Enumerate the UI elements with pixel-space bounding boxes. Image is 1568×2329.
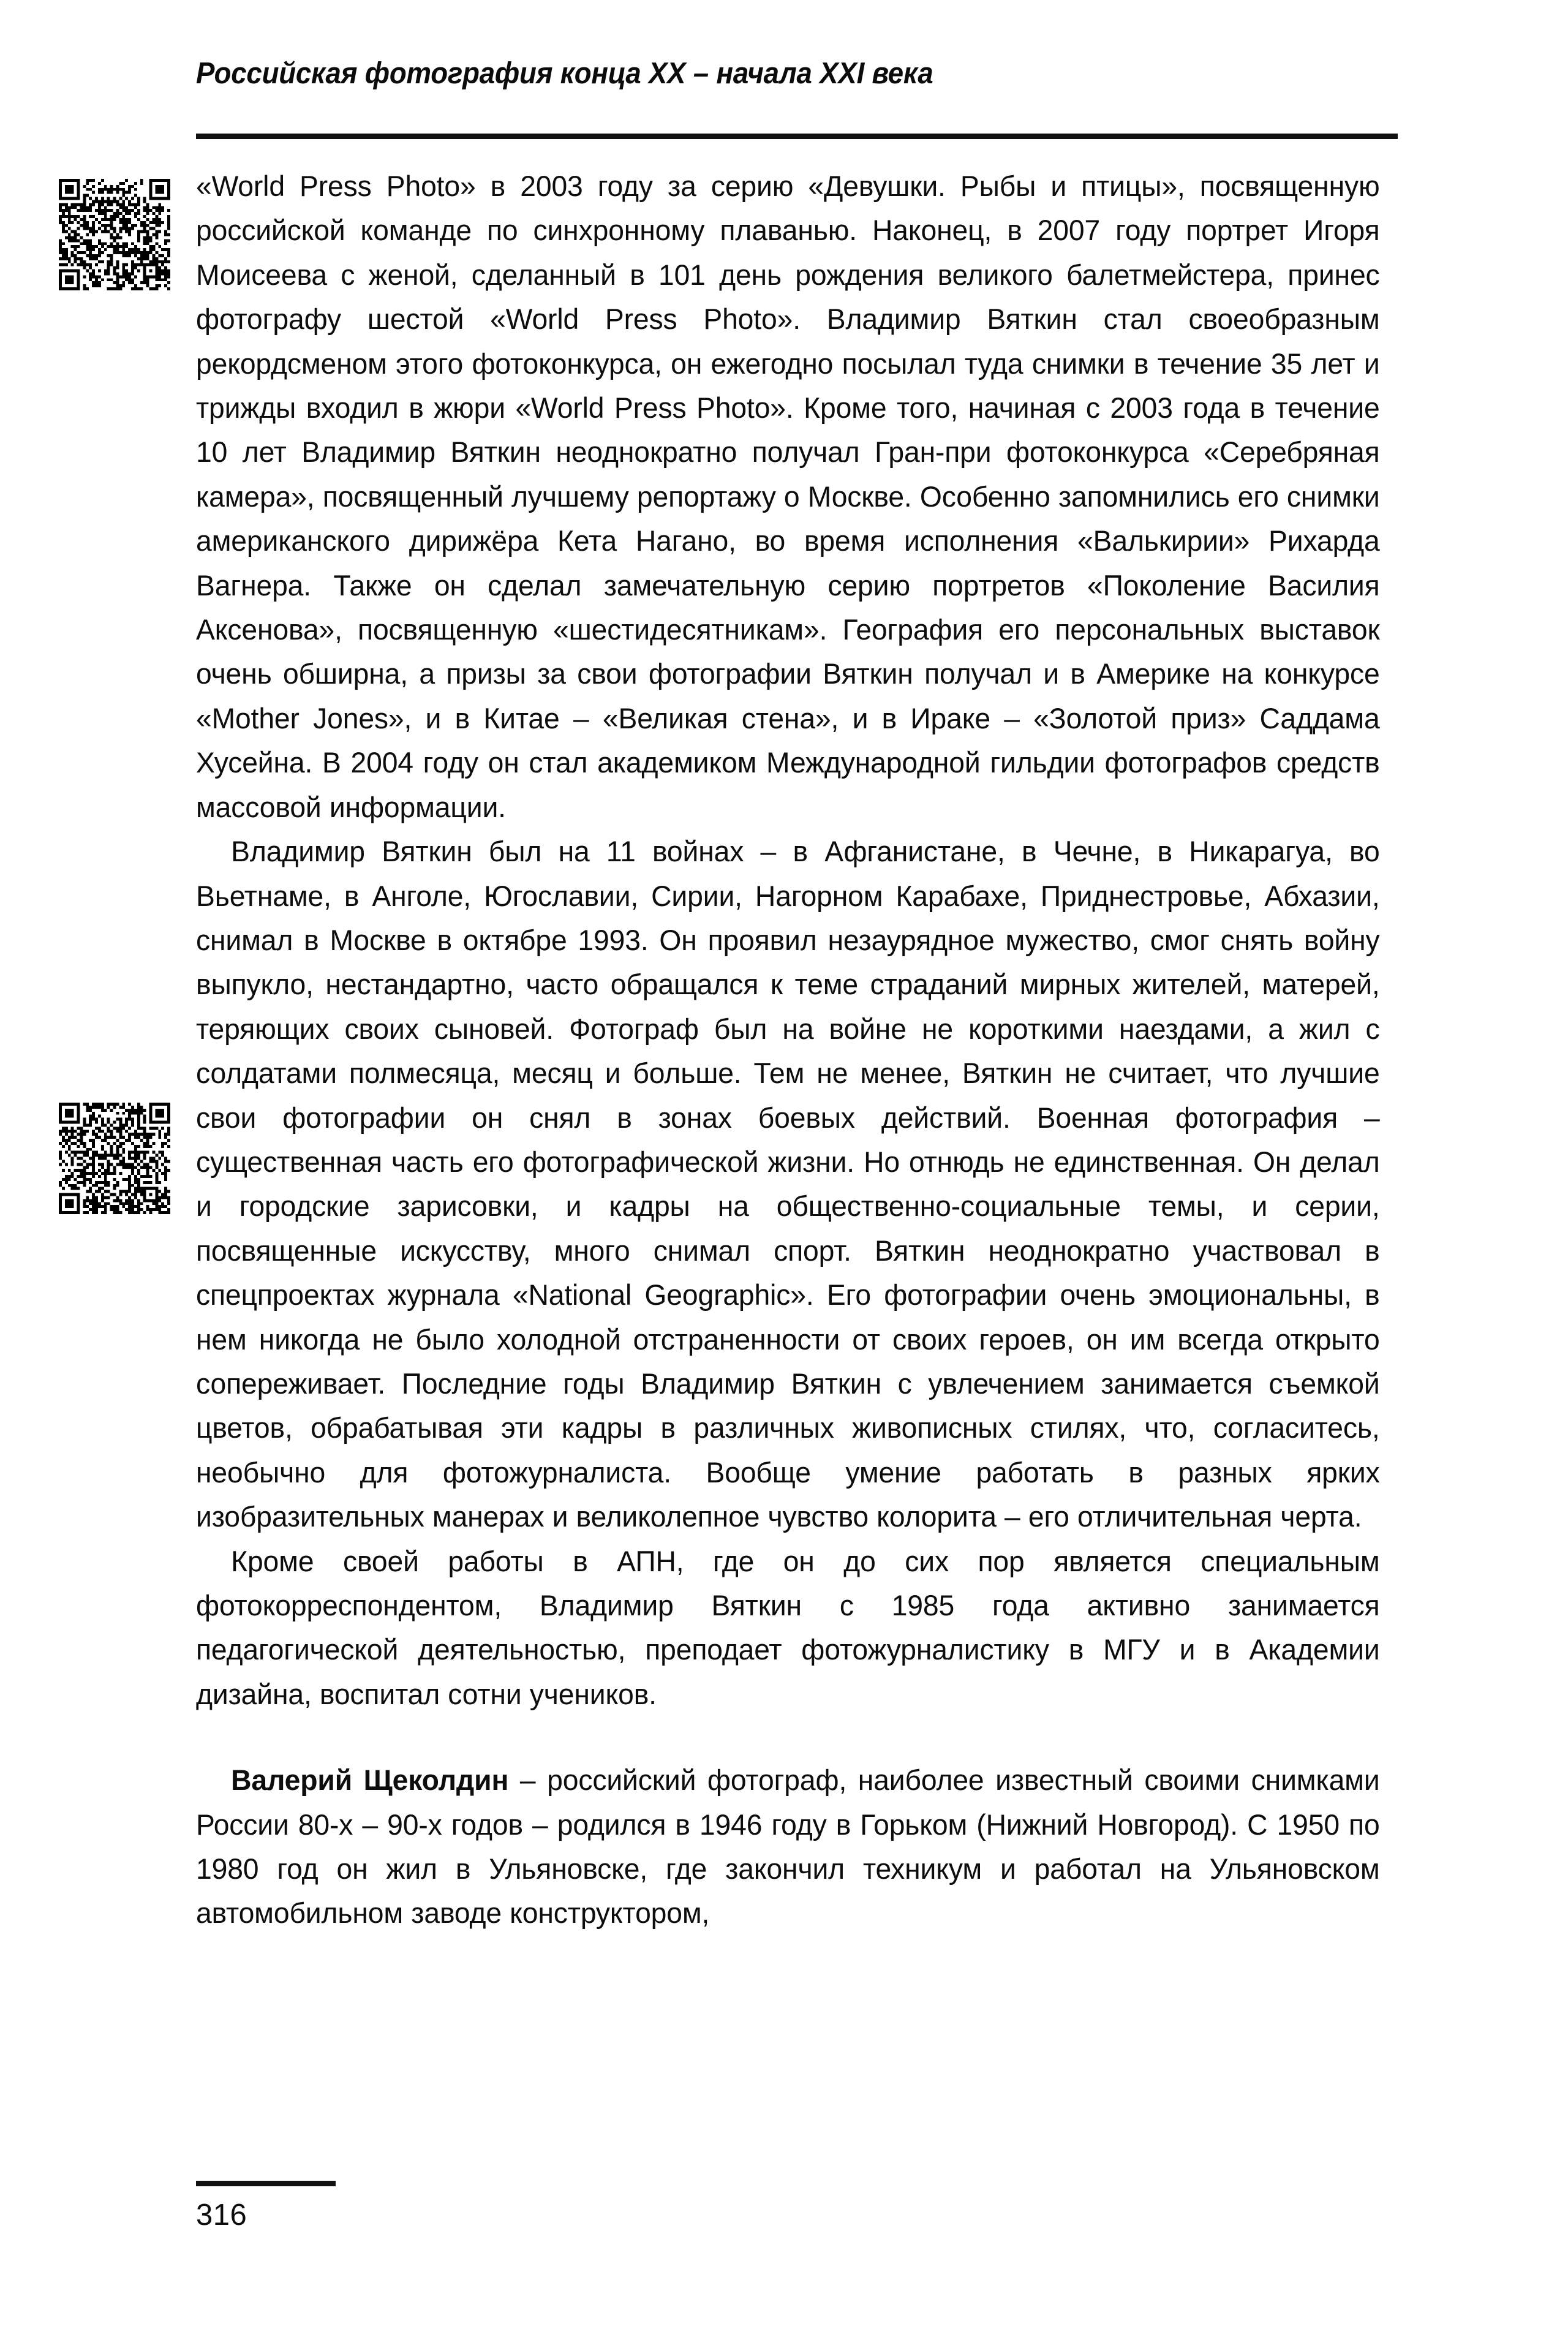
page-number: 316 bbox=[196, 2199, 247, 2232]
qr-code-top bbox=[59, 179, 170, 290]
body-paragraph: «World Press Photo» в 2003 году за серию «Девушки. Рыбы и птицы», посвященную российской команде по синхронному плаванью. Наконец, в 2007 году портрет Игоря Моисеева с женой, сделанный в 101 день рождения великого балетмейстера, принес фотографу шестой «World Press Photo». Владимир Вяткин стал своеобразным рекордсменом этого фотоконкурса, он ежегодно посылал туда снимки в течение 35 лет и трижды входил в жюри «World Press Photo». Кроме того, начиная с 2003 года в течение 10 лет Владимир Вяткин неоднократно получал Гран-при фотоконкурса «Серебряная камера», посвященный лучшему репортажу о Москве. Особенно запомнились его снимки американского дирижёра Кета Нагано, во время исполнения «Валькирии» Рихарда Вагнера. Также он сделал замечательную серию портретов «Поколение Василия Аксенова», посвященную «шестидесятникам». География его персональных выставок очень обширна, а призы за свои фотографии Вяткин получал и в Америке на конкурсе «Mother Jones», и в Китае – «Великая стена», и в Ираке – «Золотой приз» Саддама Хусейна. В 2004 году он стал академиком Международной гильдии фотографов средств массовой информации. bbox=[196, 170, 1380, 823]
lead-in-person-name: Валерий Щеколдин bbox=[231, 1764, 509, 1797]
body-text-column bbox=[196, 164, 1398, 1936]
header-divider-rule bbox=[196, 134, 1398, 139]
body-paragraph: Владимир Вяткин был на 11 войнах – в Афганистане, в Чечне, в Никарагуа, во Вьетнаме, в Анголе, Югославии, Сирии, Нагорном Карабахе, Приднестровье, Абхазии, снимал в Москве в октябре 1993. Он проявил незаурядное мужество, смог снять войну выпукло, нестандартно, часто обращался к теме страданий мирных жителей, матерей, теряющих своих сыновей. Фотограф был на войне не короткими наездами, а жил с солдатами полмесяца, месяц и больше. Тем не менее, Вяткин не считает, что лучшие свои фотографии он снял в зонах боевых действий. Военная фотография – существенная часть его фотографической жизни. Но отнюдь не единственная. Он делал и городские зарисовки, и кадры на общественно-социальные темы, и серии, посвященные искусству, много снимал спорт. Вяткин неоднократно участвовал в спецпроектах журнала «National Geographic». Его фотографии очень эмоциональны, в нем никогда не было холодной отстраненности от своих героев, он им всегда открыто сопереживает. Последние годы Владимир Вяткин с увлечением занимается съемкой цветов, обрабатывая эти кадры в различных живописных стилях, что, согласитесь, необычно для фотожурналиста. Вообще умение работать в разных ярких изобразительных манерах и великолепное чувство колорита – его отличительная черта. bbox=[196, 835, 1380, 1533]
body-paragraph: Кроме своей работы в АПН, где он до сих пор является специальным фотокорреспондентом, Владимир Вяткин с 1985 года активно занимается педагогической деятельностью, преподает фотожурналистику в МГУ и в Академии дизайна, воспитал сотни учеников. bbox=[196, 1544, 1380, 1710]
qr-code-bottom bbox=[59, 1103, 170, 1214]
running-header: Российская фотография конца XX – начала XXI века bbox=[196, 57, 933, 90]
footer-divider-rule bbox=[196, 2181, 336, 2186]
lead-in-paragraph-text: – российский фотограф, наиболее известный своими снимками России 80-х – 90-х годов – родился в 1946 году в Горьком (Нижний Новгород). С 1950 по 1980 год он жил в Ульяновске, где закончил техникум и работал на Ульяновском автомобильном заводе конструктором, bbox=[196, 1764, 1380, 1930]
body-paragraph-with-lead-name bbox=[196, 1758, 1380, 1936]
